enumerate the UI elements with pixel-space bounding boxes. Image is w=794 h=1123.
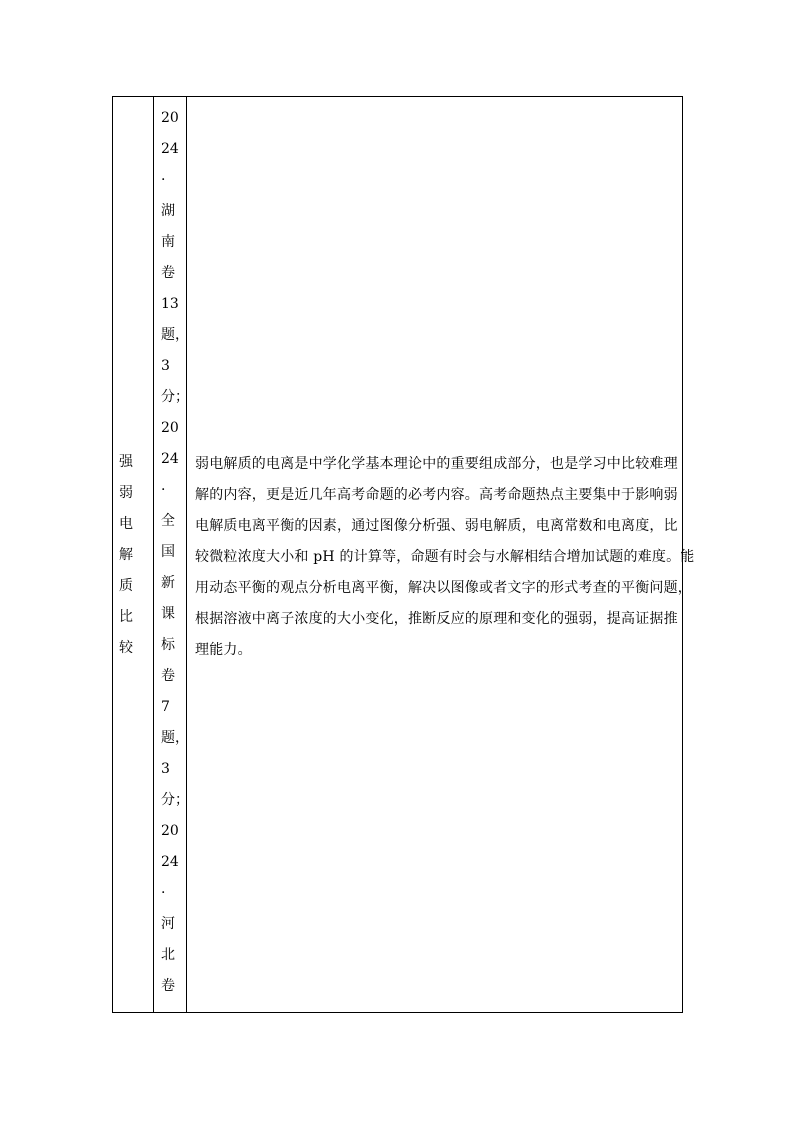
- source-char: 24: [161, 451, 179, 467]
- topic-cell: [113, 97, 154, 1012]
- source-char: 13: [161, 296, 179, 312]
- topic-title: [119, 447, 133, 664]
- source-char: 标: [161, 637, 175, 653]
- exam-source-list: [161, 103, 189, 1002]
- source-char: 课: [161, 606, 175, 622]
- topic-char: 较: [119, 640, 133, 656]
- source-cell: [154, 97, 187, 1012]
- analysis-line: 弱电解质的电离是中学化学基本理论中的重要组成部分，也是学习中比较难理: [195, 456, 678, 472]
- analysis-cell: [187, 97, 695, 1012]
- source-char: 河: [161, 916, 175, 932]
- source-char: 分；: [161, 792, 189, 808]
- analysis-line: 根据溶液中离子浓度的大小变化，推断反应的原理和变化的强弱，提高证据推: [195, 611, 678, 627]
- source-char: 卷: [161, 265, 175, 281]
- source-char: 20: [161, 823, 179, 839]
- source-char: 全: [161, 513, 175, 529]
- source-char: 3: [161, 358, 170, 374]
- analysis-paragraph: [195, 449, 695, 666]
- source-char: 20: [161, 110, 179, 126]
- analysis-line: 理能力。: [195, 642, 252, 658]
- analysis-line: 用动态平衡的观点分析电离平衡，解决以图像或者文字的形式考查的平衡问题，: [195, 580, 692, 596]
- source-char: ·: [161, 885, 166, 901]
- source-char: 北: [161, 947, 175, 963]
- exam-analysis-table: [112, 96, 695, 1013]
- topic-char: 解: [119, 547, 133, 563]
- topic-char: 强: [119, 454, 133, 470]
- source-char: 新: [161, 575, 175, 591]
- source-char: 20: [161, 420, 179, 436]
- source-char: 3: [161, 761, 170, 777]
- source-char: 卷: [161, 668, 175, 684]
- topic-char: 比: [119, 609, 133, 625]
- source-char: 湖: [161, 203, 175, 219]
- topic-char: 质: [119, 578, 133, 594]
- source-char: ·: [161, 482, 166, 498]
- source-char: 题，: [161, 327, 189, 343]
- topic-char: 电: [119, 516, 133, 532]
- source-char: 题，: [161, 730, 189, 746]
- analysis-line: 电解质电离平衡的因素，通过图像分析强、弱电解质，电离常数和电离度，比: [195, 518, 678, 534]
- source-char: 7: [161, 699, 170, 715]
- source-char: 卷: [161, 978, 175, 994]
- source-char: 分；: [161, 389, 189, 405]
- analysis-line: 较微粒浓度大小和 pH 的计算等，命题有时会与水解相结合增加试题的难度。能: [195, 549, 695, 565]
- analysis-line: 解的内容，更是近几年高考命题的必考内容。高考命题热点主要集中于影响弱: [195, 487, 678, 503]
- topic-char: 弱: [119, 485, 133, 501]
- source-char: 24: [161, 854, 179, 870]
- source-char: 国: [161, 544, 175, 560]
- source-char: 24: [161, 141, 179, 157]
- source-char: ·: [161, 172, 166, 188]
- source-char: 南: [161, 234, 175, 250]
